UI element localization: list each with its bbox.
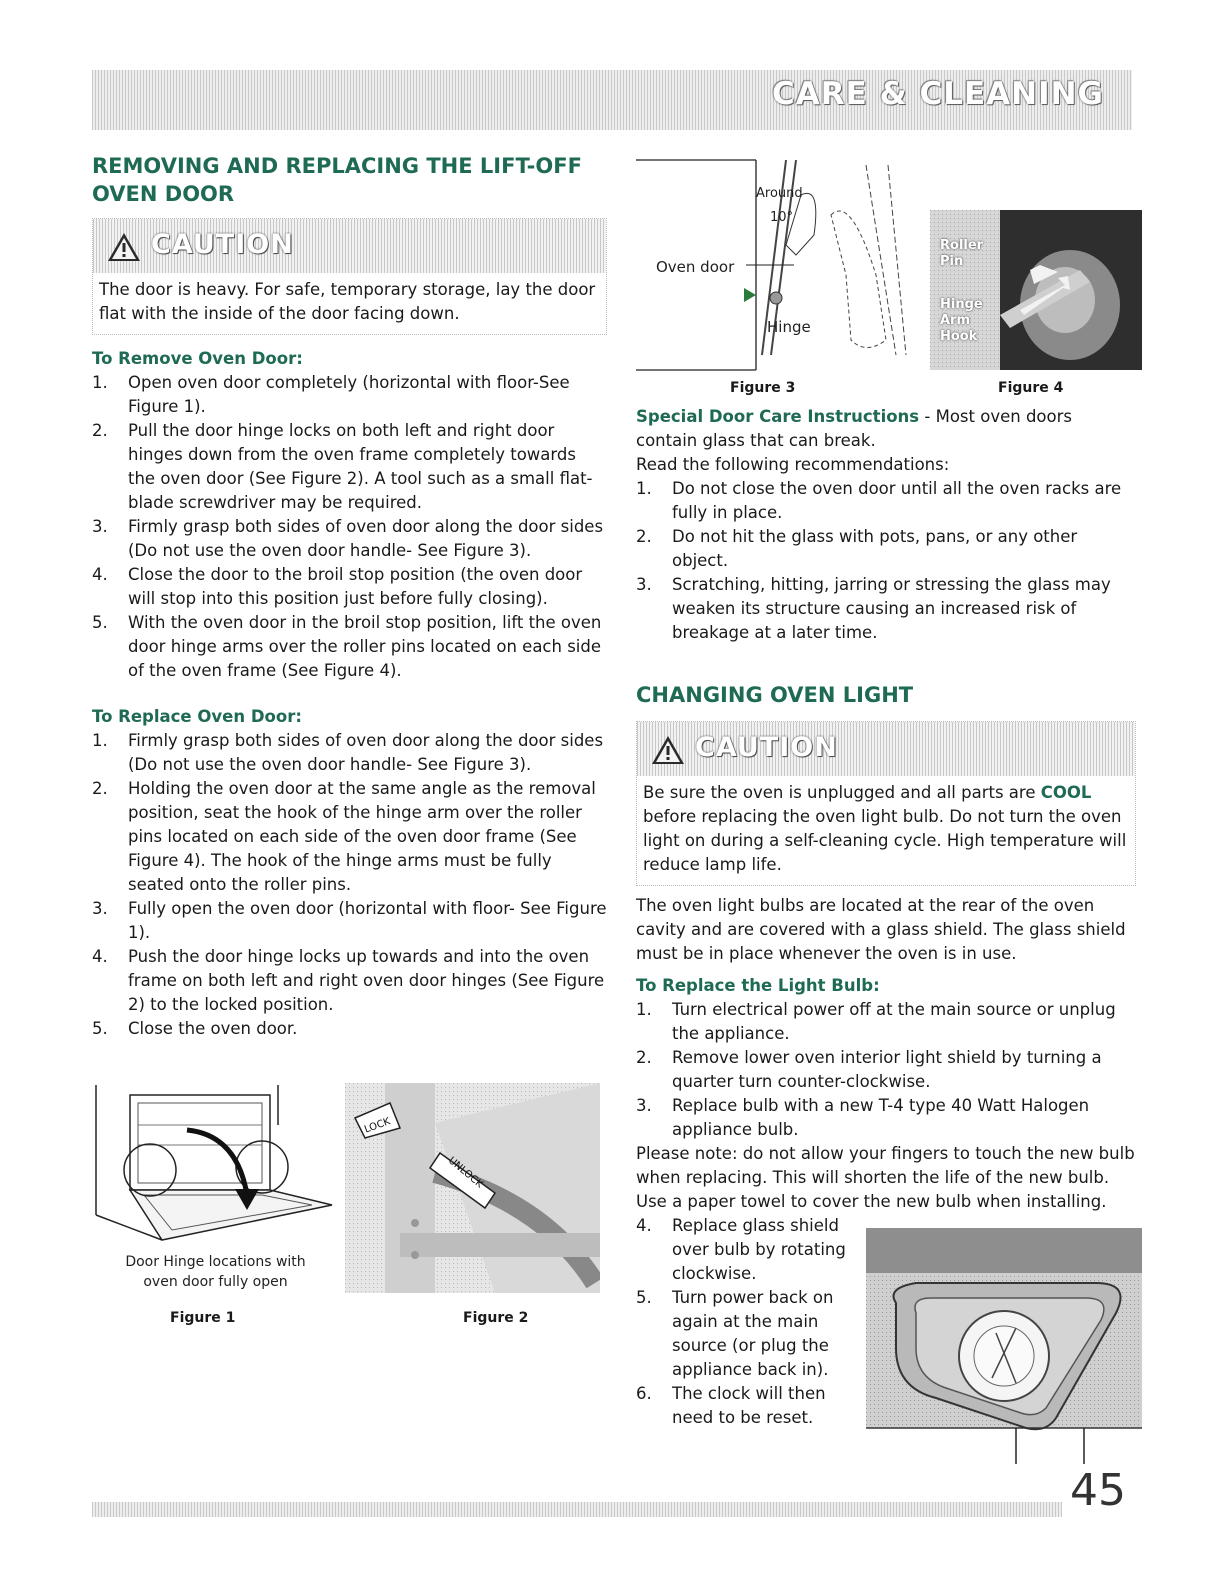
replace-door-steps bbox=[92, 729, 607, 1041]
step-text: Replace glass shield over bulb by rotating clockwise. bbox=[672, 1216, 846, 1283]
list-item: 5. With the oven door in the broil stop position, lift the oven door hinge arms over the roller pins located on each side of the oven frame (See Figure 4). bbox=[92, 613, 602, 680]
figure-4-label: Figure 4 bbox=[998, 380, 1064, 396]
step-text: Do not close the oven door until all the oven racks are fully in place. bbox=[672, 479, 1122, 522]
left-column bbox=[92, 152, 607, 1041]
figure-3-angle-label: 10° bbox=[770, 210, 794, 225]
list-item: 5. Close the oven door. bbox=[92, 1019, 298, 1038]
step-text: Holding the oven door at the same angle as the removal position, seat the hook of the hinge arm over the roller pins located on each side of the oven door frame (See Figure 4). The hook of the hinge arms must be fully seated onto the roller pins. bbox=[128, 779, 596, 894]
light-intro: The oven light bulbs are located at the rear of the oven cavity and are covered with a glass shield. The glass shield must be in place whenever the oven is in use. bbox=[636, 896, 1126, 963]
figure-4-hinge-arm-hook-label: Hinge Arm Hook bbox=[940, 297, 983, 344]
special-care-steps bbox=[636, 477, 1136, 645]
list-item: 1. Turn electrical power off at the main source or unplug the appliance. bbox=[636, 1000, 1116, 1043]
list-item: 4. Push the door hinge locks up towards and into the oven frame on both left and right oven door hinges (See Figure 2) to the locked position. bbox=[92, 947, 605, 1014]
step-text: Fully open the oven door (horizontal with floor- See Figure 1). bbox=[128, 899, 607, 942]
figure-2-label: Figure 2 bbox=[463, 1310, 529, 1326]
replace-bulb-heading: To Replace the Light Bulb: bbox=[636, 976, 880, 995]
step-text: Turn power back on again at the main source (or plug the appliance back in). bbox=[672, 1288, 834, 1379]
list-item: 3. Replace bulb with a new T-4 type 40 Watt Halogen appliance bulb. bbox=[636, 1096, 1090, 1139]
step-text: Close the door to the broil stop position (the oven door will stop into this position just before fully closing). bbox=[128, 565, 583, 608]
list-item: 2. Holding the oven door at the same angle as the removal position, seat the hook of the hinge arm over the roller pins located on each side of the oven door frame (See Figure 4). The hook of the hinge arms must be fully seated onto the roller pins. bbox=[92, 779, 596, 894]
step-text: Replace bulb with a new T-4 type 40 Watt Halogen appliance bulb. bbox=[672, 1096, 1090, 1139]
list-item: 2. Do not hit the glass with pots, pans, or any other object. bbox=[636, 527, 1078, 570]
header-title: CARE & CLEANING bbox=[772, 76, 1104, 112]
warning-icon bbox=[651, 735, 685, 765]
step-text: Pull the door hinge locks on both left and right door hinges down from the oven frame completely towards the oven door (See Figure 2). A tool such as a small flat-blade screwdriver may be required. bbox=[128, 421, 593, 512]
list-item: 4. Close the door to the broil stop position (the oven door will stop into this position just before fully closing). bbox=[92, 565, 583, 608]
list-item: 1. Open oven door completely (horizontal with floor-See Figure 1). bbox=[92, 373, 570, 416]
step-text: Firmly grasp both sides of oven door along the door sides (Do not use the oven door handle- See Figure 3). bbox=[128, 517, 604, 560]
bulb-note: Please note: do not allow your fingers to touch the new bulb when replacing. This will shorten the life of the new bulb. Use a paper towel to cover the new bulb when installing. bbox=[636, 1144, 1135, 1211]
step-text: Open oven door completely (horizontal with floor-See Figure 1). bbox=[128, 373, 570, 416]
step-text: Scratching, hitting, jarring or stressing the glass may weaken its structure causing an increased risk of breakage at a later time. bbox=[672, 575, 1111, 642]
step-text: Do not hit the glass with pots, pans, or any other object. bbox=[672, 527, 1078, 570]
page-number: 45 bbox=[1070, 1465, 1126, 1516]
special-care-read: Read the following recommendations: bbox=[636, 455, 950, 474]
caution-text: The door is heavy. For safe, temporary storage, lay the door flat with the inside of the door facing down. bbox=[99, 280, 596, 323]
special-care-heading: Special Door Care Instructions bbox=[636, 407, 920, 426]
list-item: 3. Fully open the oven door (horizontal with floor- See Figure 1). bbox=[92, 899, 607, 942]
unlock-label: UNLOCK bbox=[445, 1155, 485, 1191]
figure-3-hinge-label: Hinge bbox=[767, 318, 811, 336]
list-item: 4. Replace glass shield over bulb by rotating clockwise. bbox=[636, 1216, 846, 1283]
caution-text-a: Be sure the oven is unplugged and all parts are bbox=[643, 783, 1041, 802]
figure-2-hinge-lock bbox=[345, 1083, 600, 1293]
caution-cool-word: COOL bbox=[1040, 783, 1092, 802]
remove-door-heading: To Remove Oven Door: bbox=[92, 349, 303, 368]
door-caution-box bbox=[92, 218, 607, 335]
remove-door-steps bbox=[92, 371, 607, 683]
step-text: Turn electrical power off at the main source or unplug the appliance. bbox=[672, 1000, 1116, 1043]
step-text: Remove lower oven interior light shield by turning a quarter turn counter-clockwise. bbox=[672, 1048, 1102, 1091]
header-band bbox=[92, 70, 1132, 130]
figure-1-oven-door-open bbox=[92, 1085, 342, 1250]
caution-text-b: before replacing the oven light bulb. Do not turn the oven light on during a self-cleaning cycle. High temperature will reduce lamp life. bbox=[643, 807, 1127, 874]
step-text: With the oven door in the broil stop position, lift the oven door hinge arms over the roller pins located on each side of the oven frame (See Figure 4). bbox=[128, 613, 602, 680]
figure-1-caption: Door Hinge locations with oven door fully open bbox=[125, 1254, 306, 1290]
special-care-intro bbox=[636, 405, 1136, 453]
lock-label: LOCK bbox=[363, 1116, 392, 1136]
step-text: Close the oven door. bbox=[128, 1019, 298, 1038]
step-text: Firmly grasp both sides of oven door along the door sides (Do not use the oven door handle- See Figure 3). bbox=[128, 731, 604, 774]
replace-bulb-steps-cont bbox=[636, 1214, 866, 1430]
figure-1-label: Figure 1 bbox=[170, 1310, 236, 1326]
caution-header bbox=[637, 722, 1135, 776]
step-text: The clock will then need to be reset. bbox=[672, 1384, 826, 1427]
figure-4-roller-pin-photo bbox=[930, 210, 1142, 370]
warning-icon bbox=[107, 232, 141, 262]
caution-text bbox=[637, 776, 1135, 885]
list-item: 6. The clock will then need to be reset. bbox=[636, 1384, 826, 1427]
replace-door-heading: To Replace Oven Door: bbox=[92, 707, 302, 726]
caution-label: CAUTION bbox=[695, 732, 838, 763]
special-care-intro-text: - Most oven doors contain glass that can break. bbox=[636, 407, 1072, 450]
figure-3-label: Figure 3 bbox=[730, 380, 796, 396]
list-item: 2. Remove lower oven interior light shield by turning a quarter turn counter-clockwise. bbox=[636, 1048, 1102, 1091]
footer-band bbox=[92, 1502, 1062, 1517]
light-caution-box bbox=[636, 721, 1136, 886]
figure-3-oven-door-label: Oven door bbox=[656, 258, 735, 276]
step-text: Push the door hinge locks up towards and into the oven frame on both left and right oven door hinges (See Figure 2) to the locked position. bbox=[128, 947, 605, 1014]
list-item: 1. Firmly grasp both sides of oven door along the door sides (Do not use the oven door handle- See Figure 3). bbox=[92, 731, 604, 774]
light-shield-figure bbox=[866, 1228, 1142, 1464]
list-item: 2. Pull the door hinge locks on both left and right door hinges down from the oven frame completely towards the oven door (See Figure 2). A tool such as a small flat-blade screwdriver may be required. bbox=[92, 421, 593, 512]
caution-label: CAUTION bbox=[151, 229, 294, 260]
figure-3-around-label: Around bbox=[756, 186, 803, 201]
door-section-title: REMOVING AND REPLACING THE LIFT-OFF OVEN DOOR bbox=[92, 154, 582, 206]
light-section-title: CHANGING OVEN LIGHT bbox=[636, 683, 914, 707]
list-item: 1. Do not close the oven door until all the oven racks are fully in place. bbox=[636, 479, 1122, 522]
list-item: 3. Firmly grasp both sides of oven door along the door sides (Do not use the oven door handle- See Figure 3). bbox=[92, 517, 604, 560]
replace-bulb-steps bbox=[636, 998, 1136, 1142]
list-item: 5. Turn power back on again at the main source (or plug the appliance back in). bbox=[636, 1288, 834, 1379]
list-item: 3. Scratching, hitting, jarring or stressing the glass may weaken its structure causing an increased risk of breakage at a later time. bbox=[636, 575, 1111, 642]
caution-header bbox=[93, 219, 606, 273]
figure-4-roller-pin-label: Roller Pin bbox=[940, 238, 984, 269]
